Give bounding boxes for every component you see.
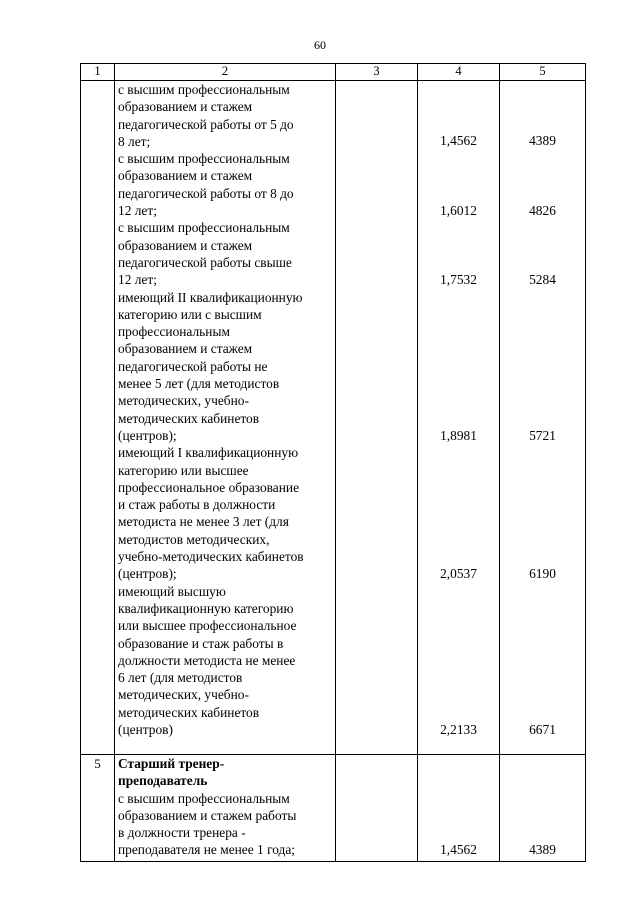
coefficient-value: 2,2133	[440, 721, 477, 737]
description-line: методистов методических,	[118, 531, 270, 547]
description-line: или высшее профессиональное	[118, 618, 297, 634]
description-line: методических кабинетов	[118, 704, 260, 720]
description-line: с высшим профессиональным	[118, 220, 290, 236]
description-line: методических, учебно-	[118, 393, 249, 409]
salary-cell	[500, 755, 586, 862]
description-line: 6 лет (для методистов	[118, 670, 243, 686]
description-line: имеющий высшую	[118, 583, 226, 599]
coefficient-cell	[418, 81, 500, 755]
description-line: образованием и стажем	[118, 341, 253, 357]
description-line: профессиональным	[118, 324, 230, 340]
description-line: образование и стаж работы в	[118, 635, 284, 651]
salary-value: 5284	[529, 271, 556, 287]
description-cell	[115, 81, 336, 755]
description-line: педагогической работы свыше	[118, 254, 292, 270]
description-line: профессиональное образование	[118, 479, 300, 495]
description-block	[118, 444, 335, 582]
header-col-5: 5	[500, 64, 586, 81]
description-block	[118, 289, 335, 445]
description-line: 8 лет;	[118, 133, 151, 149]
row-index	[81, 81, 115, 755]
salary-value: 4826	[529, 202, 556, 218]
header-col-4: 4	[418, 64, 500, 81]
description-line: 12 лет;	[118, 203, 157, 219]
salary-value: 5721	[529, 427, 556, 443]
empty-cell	[336, 81, 418, 755]
header-col-2: 2	[115, 64, 336, 81]
page-number: 60	[314, 38, 326, 52]
position-title-line: преподаватель	[118, 773, 208, 789]
description-line: педагогической работы от 8 до	[118, 185, 294, 201]
description-line: учебно-методических кабинетов	[118, 549, 304, 565]
table-row	[81, 755, 586, 862]
coefficient-cell	[418, 755, 500, 862]
description-block	[118, 81, 335, 150]
salary-table	[80, 63, 586, 862]
row-index: 5	[81, 755, 115, 862]
description-line: имеющий II квалификационную	[118, 289, 303, 305]
description-line: методических кабинетов	[118, 410, 260, 426]
description-line: образованием и стажем	[118, 168, 253, 184]
description-line: в должности тренера -	[118, 825, 246, 841]
description-line: педагогической работы не	[118, 358, 268, 374]
table-row	[81, 81, 586, 755]
description-line: с высшим профессиональным	[118, 790, 290, 806]
coefficient-value: 1,7532	[440, 271, 477, 287]
header-col-3: 3	[336, 64, 418, 81]
description-line: образованием и стажем работы	[118, 807, 297, 823]
salary-cell	[500, 81, 586, 755]
header-row	[81, 64, 586, 81]
salary-value: 4389	[529, 842, 556, 857]
salary-value: 6671	[529, 721, 556, 737]
header-col-1: 1	[81, 64, 115, 81]
description-line: преподавателя не менее 1 года;	[118, 842, 296, 858]
description-line: с высшим профессиональным	[118, 151, 290, 167]
description-line: категорию или высшее	[118, 462, 249, 478]
position-title-line: Старший тренер-	[118, 756, 225, 771]
coefficient-value: 2,0537	[440, 565, 477, 581]
salary-value: 4389	[529, 133, 556, 149]
description-line: (центров)	[118, 721, 173, 737]
description-line: имеющий I квалификационную	[118, 445, 299, 461]
description-line: образованием и стажем	[118, 99, 253, 115]
description-line: должности методиста не менее	[118, 652, 296, 668]
description-line: методических, учебно-	[118, 687, 249, 703]
description-line: (центров);	[118, 566, 177, 582]
description-line: квалификационную категорию	[118, 600, 294, 616]
coefficient-value: 1,6012	[440, 202, 477, 218]
description-line: образованием и стажем	[118, 237, 253, 253]
coefficient-value: 1,8981	[440, 427, 477, 443]
description-line: (центров);	[118, 427, 177, 443]
description-line: с высшим профессиональным	[118, 82, 290, 97]
description-block	[118, 219, 335, 288]
description-line: и стаж работы в должности	[118, 497, 276, 513]
coefficient-value: 1,4562	[440, 842, 477, 857]
description-line: менее 5 лет (для методистов	[118, 376, 280, 392]
description-line: методиста не менее 3 лет (для	[118, 514, 289, 530]
description-line: педагогической работы от 5 до	[118, 116, 294, 132]
description-block	[118, 150, 335, 219]
coefficient-value: 1,4562	[440, 133, 477, 149]
description-cell	[115, 755, 336, 862]
empty-cell	[336, 755, 418, 862]
description-block	[118, 583, 335, 739]
description-line: категорию или с высшим	[118, 306, 262, 322]
salary-value: 6190	[529, 565, 556, 581]
description-line: 12 лет;	[118, 272, 157, 288]
